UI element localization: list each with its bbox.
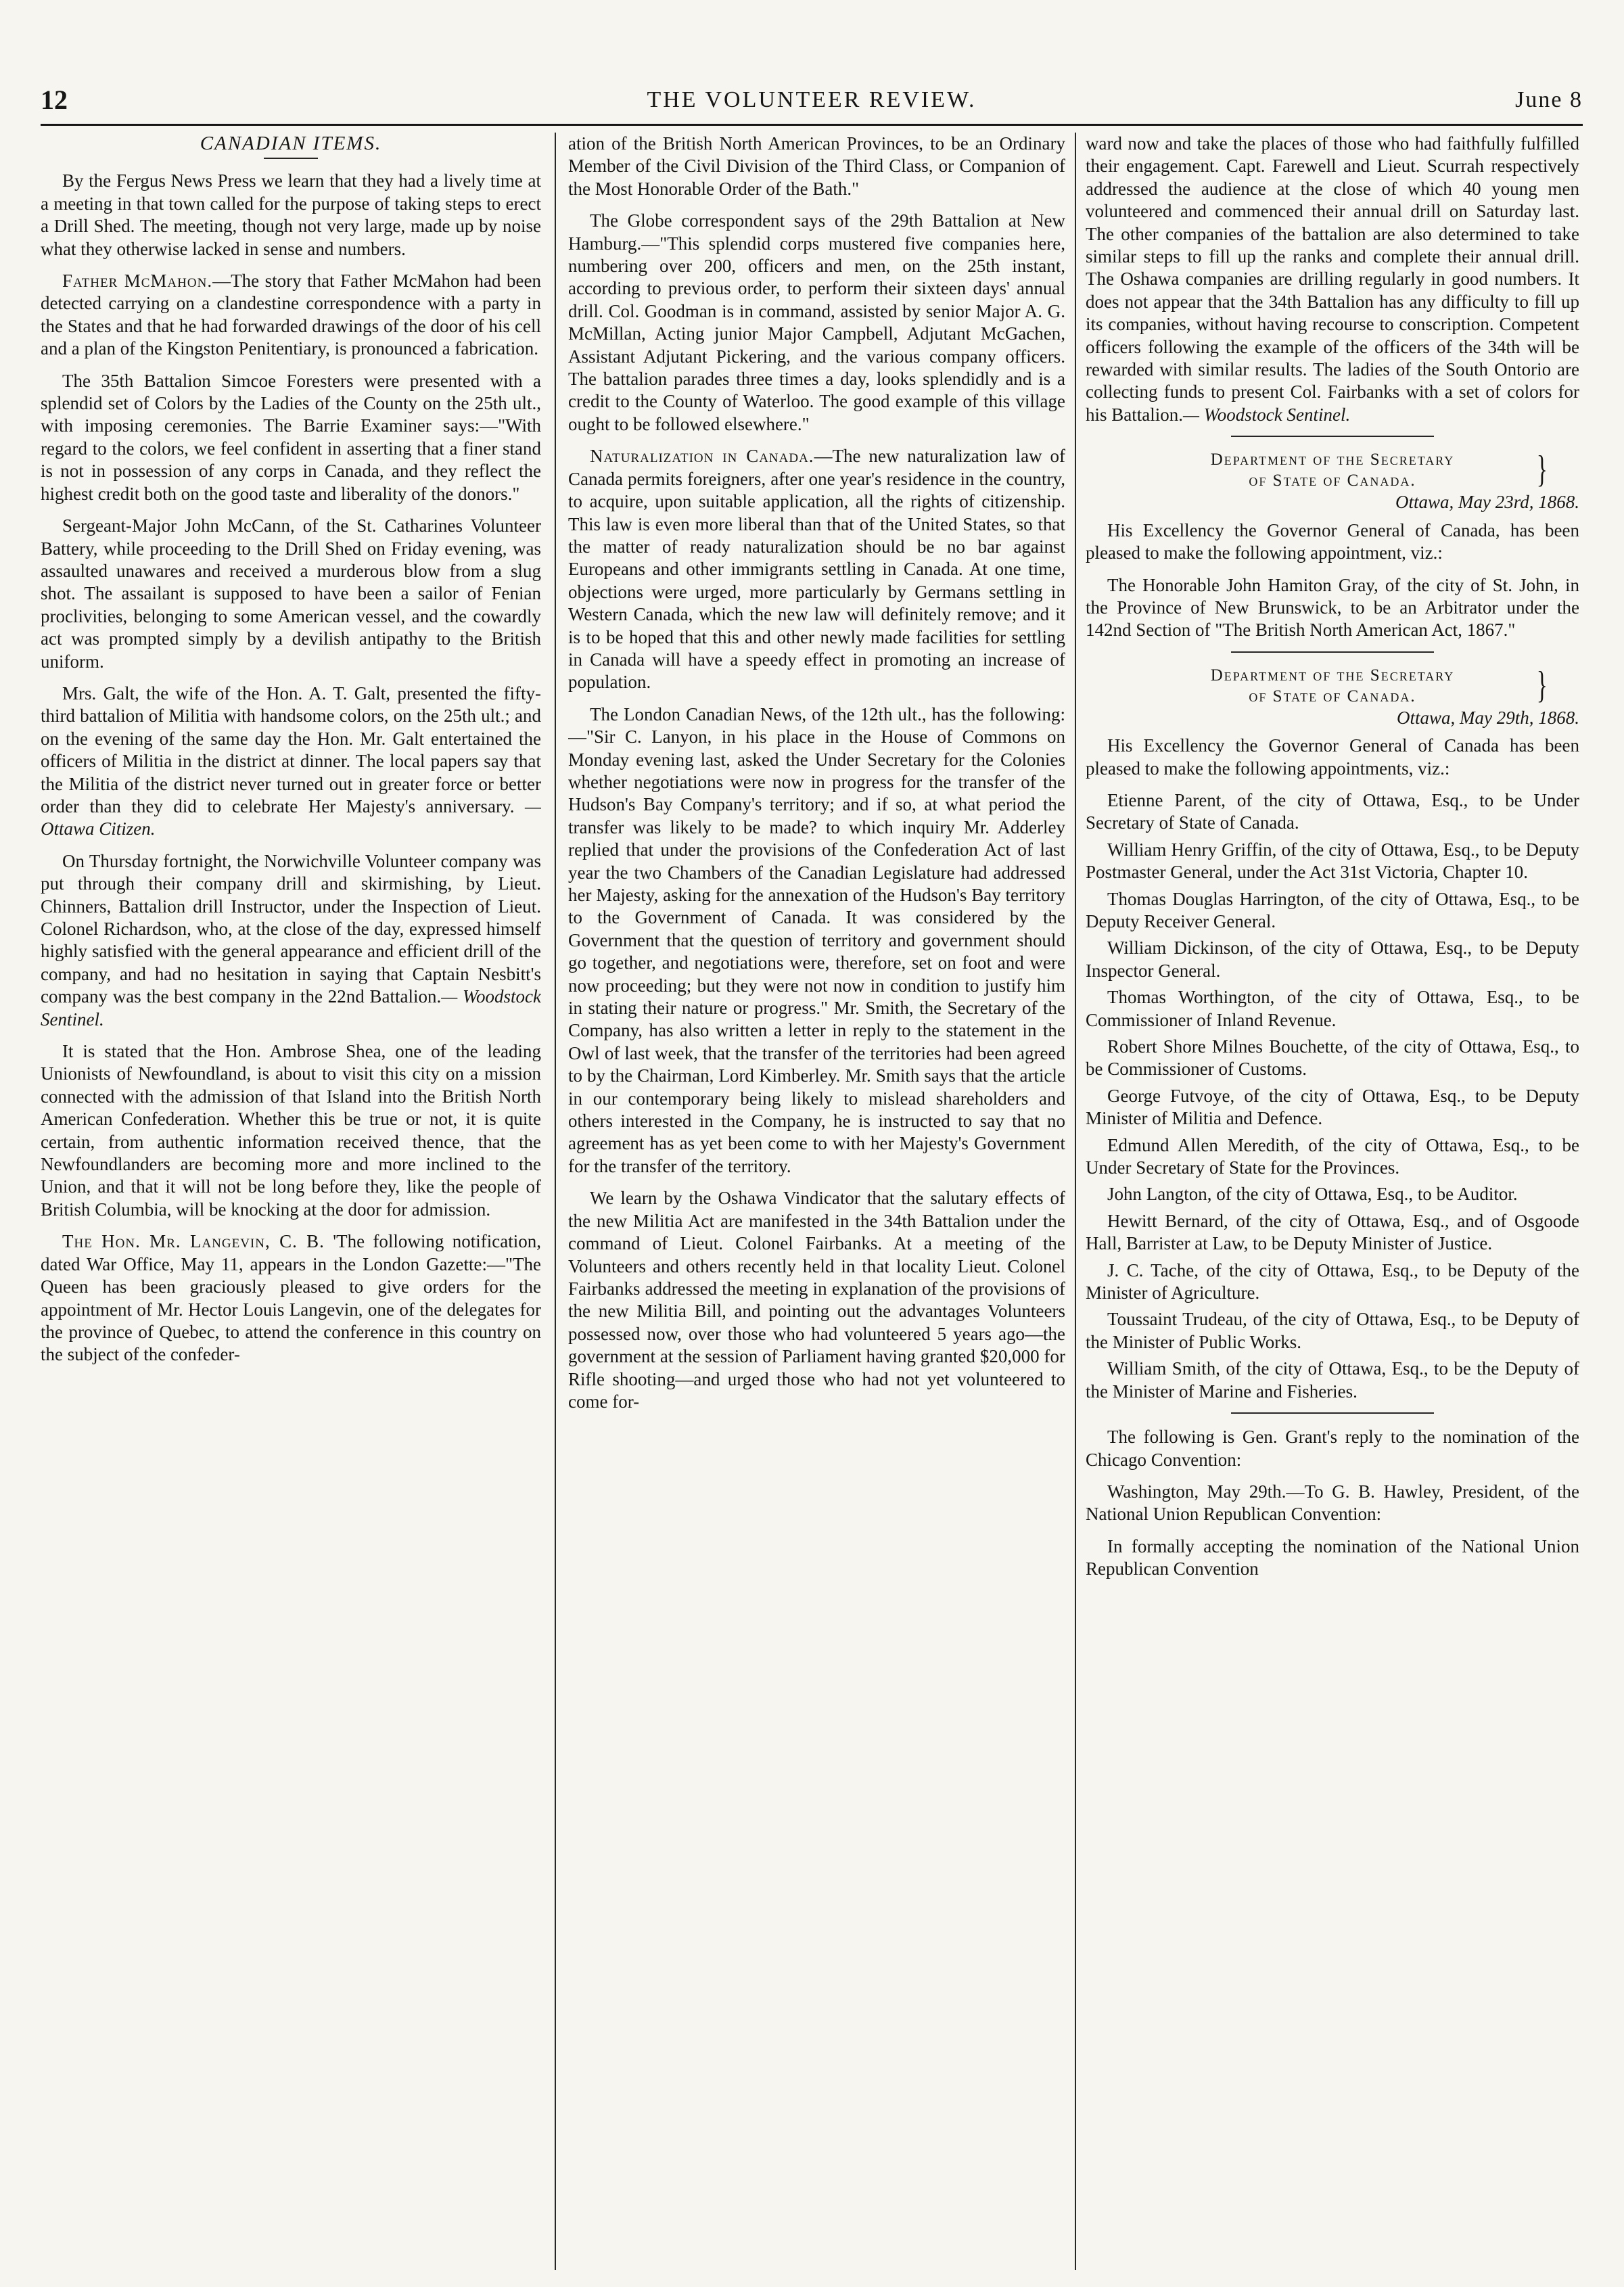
header-rule — [41, 124, 1583, 126]
appointment-entry: Edmund Allen Meredith, of the city of Ottawa, Esq., to be Under Secretary of State for the Provinces. — [1086, 1134, 1579, 1178]
department-line: of State of Canada. — [1249, 471, 1416, 490]
department-line: Department of the Secretary — [1210, 451, 1455, 469]
article-paragraph: The Honorable John Hamiton Gray, of the city of St. John, in the Province of New Brunswick, to be an Arbitrator under the 142nd Section of "The British North American Act, 1867." — [1086, 574, 1579, 641]
source-credit: —Ottawa Citizen. — [41, 795, 541, 839]
department-line: Department of the Secretary — [1210, 666, 1455, 685]
column-1 — [41, 133, 541, 2270]
item-lead: Naturalization in Canada. — [590, 446, 814, 467]
article-paragraph — [41, 850, 541, 1031]
article-paragraph: The London Canadian News, of the 12th ult., has the following:—"Sir C. Lanyon, in his place in the House of Commons on Monday evening last, asked the Under Secretary for the Colonies whether negotiations were now in progress for the transfer of the Hudson's Bay Company's territory; and if so, at what period the transfer was likely to be made? to which inquiry Mr. Adderley replied that under the provisions of the Confederation Act of last year the two Chambers of the Canadian Legislature had addressed her Majesty, asking for the annexation of the Hudson's Bay territory to the Government of Canada. It was considered by the Government that the question of territory and government should go together, and negotiations were, therefore, set on foot and were now proceeding; but they were not now in condition to justify him in stating their nature or progress." Mr. Smith, the Secretary of the Company, has also written a letter in reply to the statement in the Owl of last week, that the transfer of the territories had been agreed to by the Chairman, Lord Kimberley. Mr. Smith says that the article in our contemporary being likely to mislead shareholders and others interested in the Company, he is instructed to say that no agreement has as yet been come to with her Majesty's Government for the transfer of the territory. — [568, 703, 1065, 1176]
page-number: 12 — [41, 85, 68, 115]
source-credit: — Woodstock Sentinel. — [41, 986, 541, 1030]
appointment-entry: George Futvoye, of the city of Ottawa, Esq., to be Deputy Minister of Militia and Defence. — [1086, 1085, 1579, 1129]
article-paragraph: Sergeant-Major John McCann, of the St. Catharines Volunteer Battery, while proceeding to the Drill Shed on Friday evening, was assaulted unawares and received a murderous blow from a slug shot. The assailant is supposed to have been a sailor of Fenian proclivities, belonging to some American vessel, and the cowardly act was prompted simply by a devilish antipathy to the British uniform. — [41, 515, 541, 672]
dateline: Ottawa, May 29th, 1868. — [1397, 707, 1579, 728]
masthead-title: THE VOLUNTEER REVIEW. — [647, 87, 977, 112]
article-paragraph: By the Fergus News Press we learn that they had a lively time at a meeting in that town called for the purpose of taking steps to erect a Drill Shed. The meeting, though not very large, made up by noise what they otherwise lacked in sense and numbers. — [41, 170, 541, 259]
article-paragraph: It is stated that the Hon. Ambrose Shea, one of the leading Unionists of Newfoundland, is about to visit this city on a mission connected with the admission of that Island into the British North American Confederation. Whether this be true or not, it is quite certain, from authentic information received thence, that the Newfoundlanders are becoming more and more inclined to the Union, and that it will not be long before they, like the people of British Columbia, will be knocking at the door for admission. — [41, 1041, 541, 1220]
article-paragraph: His Excellency the Governor General of Canada, has been pleased to make the following appointment, viz.: — [1086, 519, 1579, 563]
column-divider — [555, 133, 556, 2270]
department-line: of State of Canada. — [1249, 687, 1416, 706]
appointment-entry: Thomas Worthington, of the city of Ottawa, Esq., to be Commissioner of Inland Revenue. — [1086, 987, 1579, 1030]
appointment-entry: Robert Shore Milnes Bouchette, of the city of Ottawa, Esq., to be Commissioner of Customs. — [1086, 1036, 1579, 1080]
article-paragraph — [41, 1230, 541, 1366]
column-3 — [1086, 133, 1579, 2270]
item-body: —The story that Father McMahon had been detected carrying on a clandestine correspondence with a party in the States and that he had forwarded drawings of the door of his cell and a plan of the Kingston Penitentiary, is pronounced a fabrication. — [41, 271, 541, 359]
article-paragraph: His Excellency the Governor General of Canada has been pleased to make the following appointments, viz.: — [1086, 735, 1579, 779]
section-rule — [1231, 1412, 1434, 1414]
brace-ornament: } — [1536, 448, 1549, 491]
appointment-entry: William Smith, of the city of Ottawa, Esq., to be the Deputy of the Minister of Marine and Fisheries. — [1086, 1358, 1579, 1402]
article-paragraph: We learn by the Oshawa Vindicator that the salutary effects of the new Militia Act are manifested in the 34th Battalion under the command of Lieut. Colonel Fairbanks. At a meeting of the Volunteers and others recently held in that locality Lieut. Colonel Fairbanks addressed the meeting in explanation of the provisions of the new Militia Bill, and pointing out the advantages Volunteers possessed now, over those who had volunteered 5 years ago—the government at the session of Parliament having granted $20,000 for Rifle shooting—and urged those who had not yet volunteered to come for- — [568, 1188, 1065, 1412]
column-2 — [568, 133, 1065, 2270]
appointment-entry: William Henry Griffin, of the city of Ottawa, Esq., to be Deputy Postmaster General, under the Act 31st Victoria, Chapter 10. — [1086, 839, 1579, 883]
brace-ornament: } — [1536, 664, 1549, 706]
page-header — [41, 80, 1583, 120]
department-heading — [1086, 449, 1579, 491]
article-paragraph — [41, 270, 541, 361]
department-heading — [1086, 665, 1579, 707]
article-paragraph — [568, 445, 1065, 693]
appointment-entry: J. C. Tache, of the city of Ottawa, Esq., to be Deputy of the Minister of Agriculture. — [1086, 1260, 1579, 1303]
item-body: Mrs. Galt, the wife of the Hon. A. T. Galt, presented the fifty-third battalion of Militia with handsome colors, on the 25th ult.; and on the evening of the same day the Hon. Mr. Galt entertained the officers of Militia in the district at dinner. The local papers say that the Militia of the district never turned out in greater force or better order than they did to celebrate Her Majesty's anniversary. — [41, 683, 541, 816]
item-lead: The Hon. Mr. Langevin, C. B. — [62, 1231, 325, 1252]
item-body: ward now and take the places of those who had faithfully fulfilled their engagement. Capt. Farewell and Lieut. Scurrah respectively addressed the audience at the close of which 40 young men volunteered and commenced their annual drill on Saturday last. The other companies of the battalion are also determined to take similar steps to fill up the ranks and complete their annual drill. The Oshawa companies are drilling regularly in good numbers. It does not appear that the 34th Battalion has any difficulty to fill up its companies, without having recourse to conscription. Competent officers following the example of the officers of the 34th will be rewarded with similar results. The ladies of the South Ontorio are collecting funds to present Col. Fairbanks with a set of colors for his Battalion. — [1086, 133, 1579, 425]
section-title: CANADIAN ITEMS. — [200, 133, 382, 154]
article-paragraph: The Globe correspondent says of the 29th Battalion at New Hamburg.—"This splendid corps mustered five companies here, numbering over 200, officers and men, on the 25th instant, according to previous order, to perform their sixteen days' annual drill. Col. Goodman is in command, assisted by senior Major A. G. McMillan, Acting junior Major Campbell, Adjutant McGachen, Assistant Adjutant Pickering, and the various company officers. The battalion parades three times a day, looks splendidly and is a credit to the County of Waterloo. The good example of this village ought to be followed elsewhere." — [568, 210, 1065, 434]
column-divider — [1075, 133, 1076, 2270]
source-credit: — Woodstock Sentinel. — [1183, 404, 1351, 425]
article-paragraph: In formally accepting the nomination of the National Union Republican Convention — [1086, 1535, 1579, 1579]
item-lead: Father McMahon. — [62, 271, 213, 292]
appointment-entry: William Dickinson, of the city of Ottawa, Esq., to be Deputy Inspector General. — [1086, 938, 1579, 981]
section-rule — [264, 158, 318, 159]
appointment-entry: John Langton, of the city of Ottawa, Esq., to be Auditor. — [1107, 1184, 1518, 1205]
appointment-entry: Hewitt Bernard, of the city of Ottawa, Esq., and of Osgoode Hall, Barrister at Law, to be Deputy Minister of Justice. — [1086, 1210, 1579, 1254]
section-rule — [1231, 651, 1434, 653]
appointment-list — [1086, 789, 1579, 1403]
issue-date: June 8 — [1515, 87, 1583, 112]
article-paragraph — [41, 683, 541, 841]
article-paragraph: Washington, May 29th.—To G. B. Hawley, President, of the National Union Republican Convention: — [1086, 1481, 1579, 1525]
article-paragraph: The 35th Battalion Simcoe Foresters were presented with a splendid set of Colors by the Ladies of the County on the 25th ult., with imposing ceremonies. The Barrie Examiner says:—"With regard to the colors, we feel confident in asserting that a finer stand is not in possession of any corps in Canada, and they reflect the highest credit both on the good taste and liberality of the donors." — [41, 370, 541, 504]
item-body: —The new naturalization law of Canada permits foreigners, after one year's residence in the country, to acquire, upon suitable application, all the rights of citizenship. This law is even more liberal than that of the United States, so that the matter of ready naturalization should be no bar against Europeans and other immigrants settling in Canada. At one time, objections were urged, more particularly by Germans settling in Western Canada, which the new law will definitely remove; and it is to be hoped that this and other newly made facilities for settling in Canada will have a speedy effect in promoting an increase of population. — [568, 446, 1065, 693]
dateline: Ottawa, May 23rd, 1868. — [1395, 492, 1579, 513]
article-paragraph — [1086, 133, 1579, 426]
section-rule — [1231, 436, 1434, 437]
article-paragraph: ation of the British North American Provinces, to be an Ordinary Member of the Civil Division of the Third Class, or Companion of the Most Honorable Order of the Bath." — [568, 133, 1065, 199]
appointment-entry: Etienne Parent, of the city of Ottawa, Esq., to be Under Secretary of State of Canada. — [1086, 789, 1579, 833]
appointment-entry: Toussaint Trudeau, of the city of Ottawa, Esq., to be Deputy of the Minister of Public Works. — [1086, 1309, 1579, 1352]
article-paragraph: The following is Gen. Grant's reply to the nomination of the Chicago Convention: — [1086, 1427, 1579, 1470]
appointment-entry: Thomas Douglas Harrington, of the city of Ottawa, Esq., to be Deputy Receiver General. — [1086, 888, 1579, 931]
item-body: 'The following notification, dated War Office, May 11, appears in the London Gazette:—"The Queen has been graciously pleased to give orders for the appointment of Mr. Hector Louis Langevin, one of the delegates for the province of Quebec, to attend the conference in this country on the subject of the confeder- — [41, 1231, 541, 1365]
item-body: On Thursday fortnight, the Norwichville Volunteer company was put through their company drill and skirmishing, by Lieut. Chinners, Battalion drill Instructor, under the Inspection of Lieut. Colonel Richardson, who, at the close of the day, expressed himself highly satisfied with the general appearance and efficient drill of the company, and had no hesitation in saying that Captain Nesbitt's company was the best company in the 22nd Battalion. — [41, 850, 541, 1007]
